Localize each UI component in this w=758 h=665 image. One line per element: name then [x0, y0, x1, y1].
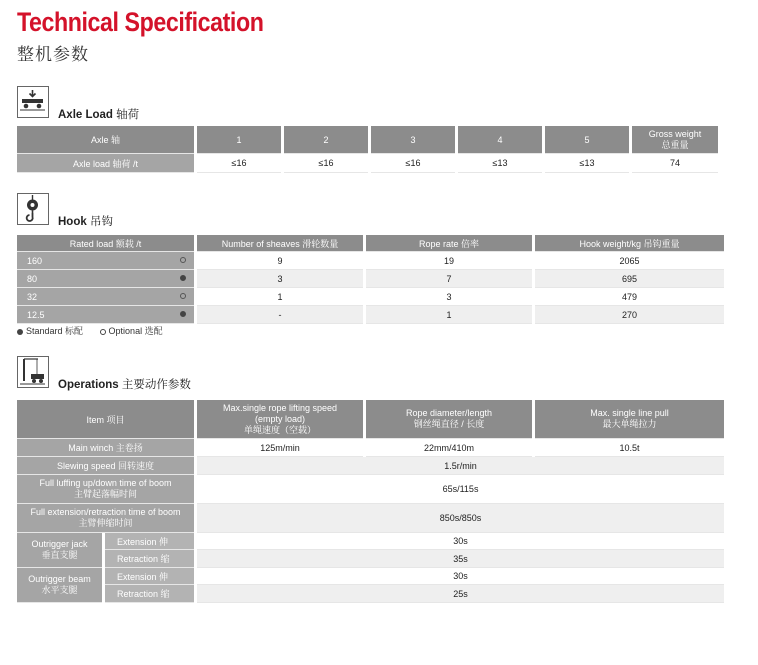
table-row	[17, 533, 724, 550]
hook-weight-cell: 270	[535, 306, 724, 324]
hook-load-cell: 160	[17, 252, 194, 270]
ops-beam-label: Outrigger beam 水平支腿	[17, 568, 102, 603]
axle-section-header	[17, 86, 417, 122]
standard-dot-icon	[17, 329, 23, 335]
axle-col-4: 4	[458, 126, 542, 154]
table-row	[17, 550, 724, 568]
ops-jack-ret-label: Retraction 缩	[105, 550, 194, 568]
ops-jack-ext-value: 30s	[197, 533, 724, 550]
hook-rate-cell: 7	[366, 270, 532, 288]
hook-legend: Standard 标配 Optional 选配	[17, 324, 163, 337]
ops-main-winch-label: Main winch 主卷扬	[17, 439, 194, 457]
hook-weight-cell: 479	[535, 288, 724, 306]
ops-main-winch-rope: 22mm/410m	[366, 439, 532, 457]
axle-value-3: ≤16	[371, 154, 455, 173]
axle-col-2: 2	[284, 126, 368, 154]
ops-luffing-value: 65s/115s	[197, 475, 724, 504]
ops-luffing-label: Full luffing up/down time of boom 主臂起落幅时间	[17, 475, 194, 504]
hook-header-load: Rated load 额载 /t	[17, 235, 194, 252]
hook-header-rate: Rope rate 倍率	[366, 235, 532, 252]
axle-load-table	[14, 126, 721, 173]
ops-beam-ext-label: Extension 伸	[105, 568, 194, 585]
operations-table	[14, 400, 727, 603]
ops-beam-ext-value: 30s	[197, 568, 724, 585]
ops-beam-ret-label: Retraction 缩	[105, 585, 194, 603]
hook-rate-cell: 1	[366, 306, 532, 324]
hook-header-sheaves: Number of sheaves 滑轮数量	[197, 235, 363, 252]
table-row	[17, 568, 724, 585]
ops-jack-ext-label: Extension 伸	[105, 533, 194, 550]
table-row	[17, 475, 724, 504]
operations-header-row	[17, 400, 724, 439]
hook-sheaves-cell: 3	[197, 270, 363, 288]
hook-weight-cell: 2065	[535, 252, 724, 270]
axle-value-gross: 74	[632, 154, 718, 173]
axle-row-label: Axle load 轴荷 /t	[17, 154, 194, 173]
optional-circle-icon	[100, 329, 106, 335]
ops-header-pull: Max. single line pull 最大单绳拉力	[535, 400, 724, 439]
ops-main-winch-pull: 10.5t	[535, 439, 724, 457]
hook-header-weight: Hook weight/kg 吊钩重量	[535, 235, 724, 252]
page-title: Technical Specification	[17, 7, 264, 37]
hook-sheaves-cell: -	[197, 306, 363, 324]
hook-table	[14, 235, 727, 324]
hook-load-cell: 80	[17, 270, 194, 288]
ops-header-speed: Max.single rope lifting speed (empty load) 单绳速度（空载）	[197, 400, 363, 439]
optional-circle-icon	[180, 257, 186, 263]
axle-header-row	[17, 126, 718, 154]
optional-circle-icon	[180, 293, 186, 299]
truck-icon	[17, 86, 49, 118]
ops-jack-label: Outrigger jack 垂直支腿	[17, 533, 102, 568]
hook-section-header	[17, 193, 417, 229]
hook-header-row	[17, 235, 724, 252]
hook-icon	[17, 193, 49, 225]
axle-value-4: ≤13	[458, 154, 542, 173]
hook-rate-cell: 19	[366, 252, 532, 270]
ops-slewing-label: Slewing speed 回转速度	[17, 457, 194, 475]
hook-load-cell: 12.5	[17, 306, 194, 324]
ops-beam-ret-value: 25s	[197, 585, 724, 603]
axle-col-5: 5	[545, 126, 629, 154]
ops-extension-label: Full extension/retraction time of boom 主臂伸缩时间	[17, 504, 194, 533]
table-row	[17, 439, 724, 457]
ops-header-rope: Rope diameter/length 钢丝绳直径 / 长度	[366, 400, 532, 439]
axle-load-row	[17, 154, 718, 173]
axle-col-gross: Gross weight 总重量	[632, 126, 718, 154]
table-row	[17, 270, 724, 288]
axle-value-2: ≤16	[284, 154, 368, 173]
axle-section-title: Axle Load 轴荷	[58, 109, 140, 121]
operations-section-title: Operations 主要动作参数	[58, 379, 191, 391]
hook-rate-cell: 3	[366, 288, 532, 306]
ops-extension-value: 850s/850s	[197, 504, 724, 533]
table-row	[17, 504, 724, 533]
ops-main-winch-speed: 125m/min	[197, 439, 363, 457]
axle-value-5: ≤13	[545, 154, 629, 173]
standard-dot-icon	[180, 311, 186, 317]
ops-slewing-value: 1.5r/min	[197, 457, 724, 475]
ops-header-item: Item 项目	[17, 400, 194, 439]
axle-col-1: 1	[197, 126, 281, 154]
axle-value-1: ≤16	[197, 154, 281, 173]
crane-icon	[17, 356, 49, 388]
hook-section-title: Hook 吊钩	[58, 216, 113, 228]
hook-load-cell: 32	[17, 288, 194, 306]
axle-col-label: Axle 轴	[17, 126, 194, 154]
operations-section-header	[17, 356, 417, 392]
page-subtitle: 整机参数	[17, 45, 89, 64]
table-row	[17, 457, 724, 475]
ops-jack-ret-value: 35s	[197, 550, 724, 568]
axle-col-3: 3	[371, 126, 455, 154]
hook-sheaves-cell: 9	[197, 252, 363, 270]
table-row	[17, 585, 724, 603]
standard-dot-icon	[180, 275, 186, 281]
hook-weight-cell: 695	[535, 270, 724, 288]
table-row	[17, 252, 724, 270]
hook-sheaves-cell: 1	[197, 288, 363, 306]
table-row	[17, 288, 724, 306]
table-row	[17, 306, 724, 324]
